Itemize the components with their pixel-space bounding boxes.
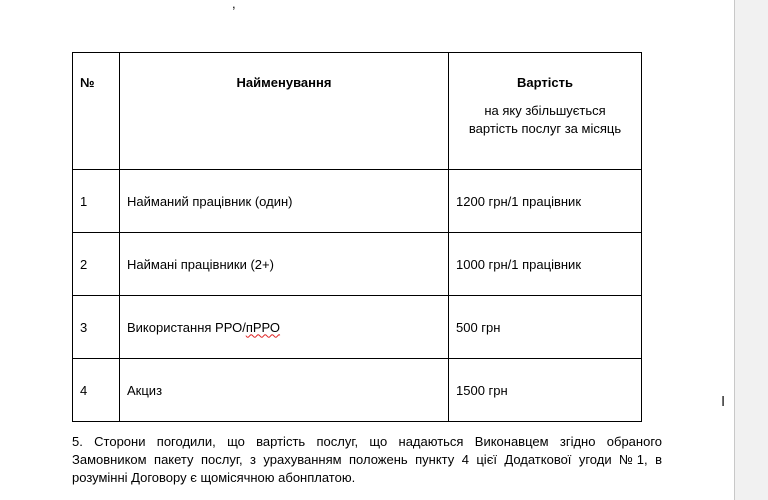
header-cost-title: Вартість	[517, 75, 573, 90]
table-row	[73, 296, 642, 359]
row-number: 2	[73, 233, 120, 296]
header-name: Найменування	[120, 53, 449, 170]
row-number: 1	[73, 170, 120, 233]
table-row	[73, 359, 642, 422]
text-fragment: ,	[232, 0, 236, 11]
header-cost	[449, 53, 642, 170]
spellcheck-flagged-word[interactable]: пРРО	[245, 319, 281, 335]
row-cost: 1200 грн/1 працівник	[449, 170, 642, 233]
row-name: Акциз	[120, 359, 449, 422]
row-cost: 1500 грн	[449, 359, 642, 422]
row-cost: 1000 грн/1 працівник	[449, 233, 642, 296]
header-cost-subtitle-line1: на яку збільшується	[484, 103, 606, 118]
page-edge	[734, 0, 735, 500]
services-table	[72, 52, 642, 422]
row-name: Найманий працівник (один)	[120, 170, 449, 233]
row-cost: 500 грн	[449, 296, 642, 359]
header-number: №	[73, 53, 120, 170]
row-name-prefix: Використання РРО/	[127, 319, 246, 335]
paragraph-5: 5. Сторони погодили, що вартість послуг, що надаються Виконавцем згідно обраного Замовником пакету послуг, з урахуванням положень пункту 4 цієї Додаткової угоди №1, в розумінні Договору є щомісячною абонплатою.	[72, 434, 662, 485]
row-name: Наймані працівники (2+)	[120, 233, 449, 296]
table-row	[73, 170, 642, 233]
table-header-row	[73, 53, 642, 170]
table-row	[73, 233, 642, 296]
row-name	[120, 296, 449, 359]
text-cursor-icon: Ι	[721, 393, 726, 410]
header-cost-subtitle-line2: вартість послуг за місяць	[468, 121, 622, 136]
row-number: 4	[73, 359, 120, 422]
row-number: 3	[73, 296, 120, 359]
